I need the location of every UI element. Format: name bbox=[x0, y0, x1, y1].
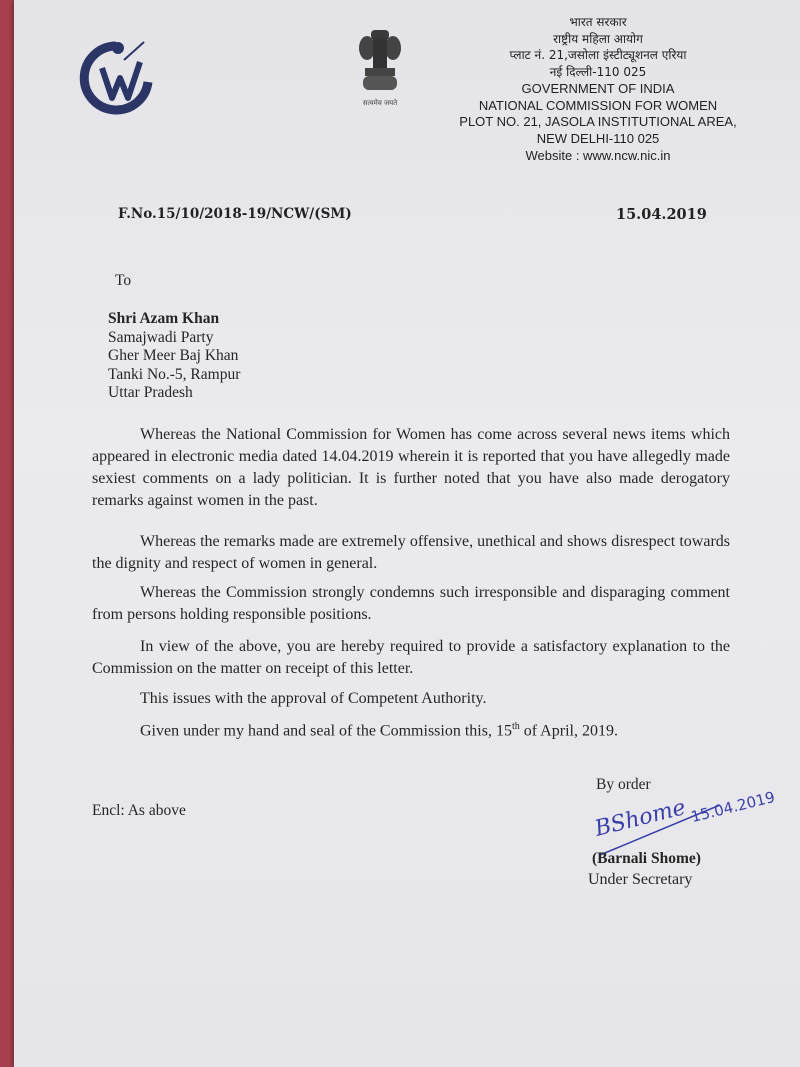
paragraph-text: In view of the above, you are hereby required to provide a satisfactory explanation to the Commission on the matter on receipt of this letter. bbox=[92, 638, 730, 677]
address-line: Tanki No.-5, Rampur bbox=[108, 365, 241, 383]
website: Website : www.ncw.nic.in bbox=[525, 147, 671, 163]
hindi-line: राष्ट्रीय महिला आयोग bbox=[553, 31, 643, 46]
paragraph-text: Whereas the National Commission for Women has come across several news items which appeared in electronic media dated 14.04.2019 wherein it is reported that you have allegedly made sexiest comments on a lady politician. It is further noted that you have also made derogatory remarks against women in the past. bbox=[92, 426, 730, 509]
paragraph-text: This issues with the approval of Competent Authority. bbox=[140, 690, 487, 707]
paragraph bbox=[92, 531, 730, 575]
ordinal-suffix: th bbox=[511, 721, 520, 732]
english-line: GOVERNMENT OF INDIA bbox=[521, 80, 675, 96]
hindi-line: भारत सरकार bbox=[569, 15, 627, 29]
paragraph-text: Whereas the Commission strongly condemns such irresponsible and disparaging comment from persons holding responsible positions. bbox=[92, 584, 730, 623]
hindi-line: नई दिल्ली-110 025 bbox=[549, 65, 647, 80]
recipient-name: Shri Azam Khan bbox=[108, 310, 220, 327]
national-emblem bbox=[355, 24, 405, 108]
english-line: PLOT NO. 21, JASOLA INSTITUTIONAL AREA, bbox=[459, 114, 737, 130]
ashoka-emblem-icon bbox=[357, 24, 403, 94]
handwritten-signature: BShome bbox=[592, 795, 689, 842]
paragraph bbox=[92, 582, 730, 626]
enclosure: Encl: As above bbox=[92, 802, 186, 819]
letterhead-address bbox=[430, 14, 766, 164]
signatory-name: (Barnali Shome) bbox=[592, 850, 701, 867]
english-line: NATIONAL COMMISSION FOR WOMEN bbox=[478, 97, 718, 113]
paragraph bbox=[92, 688, 730, 710]
paragraph bbox=[92, 424, 730, 512]
address-line: Gher Meer Baj Khan bbox=[108, 347, 239, 364]
recipient-address bbox=[108, 310, 240, 403]
signature-date: 15.04.2019 bbox=[689, 787, 777, 827]
to-label: To bbox=[115, 272, 132, 289]
signatory-designation: Under Secretary bbox=[588, 871, 693, 888]
letter-date: 15.04.2019 bbox=[616, 206, 707, 223]
paragraph-text: Whereas the remarks made are extremely offensive, unethical and shows disrespect towards the dignity and respect of women in general. bbox=[92, 533, 730, 572]
closing-text: Given under my hand and seal of the Commission this, 15 bbox=[140, 722, 512, 740]
ncw-logo-icon bbox=[78, 38, 154, 116]
english-line: NEW DELHI-110 025 bbox=[536, 130, 660, 146]
address-line: Uttar Pradesh bbox=[108, 384, 193, 401]
emblem-motto: सत्यमेव जयते bbox=[362, 99, 398, 107]
closing-paragraph bbox=[92, 716, 730, 742]
closing-text: of April, 2019. bbox=[519, 722, 618, 740]
address-line: Samajwadi Party bbox=[108, 328, 214, 346]
hindi-line: प्लाट नं. 21,जसोला इंस्टीट्यूशनल एरिया bbox=[509, 48, 687, 63]
file-reference: F.No.15/10/2018-19/NCW/(SM) bbox=[118, 206, 352, 222]
by-order: By order bbox=[596, 776, 651, 793]
paragraph bbox=[92, 636, 730, 680]
